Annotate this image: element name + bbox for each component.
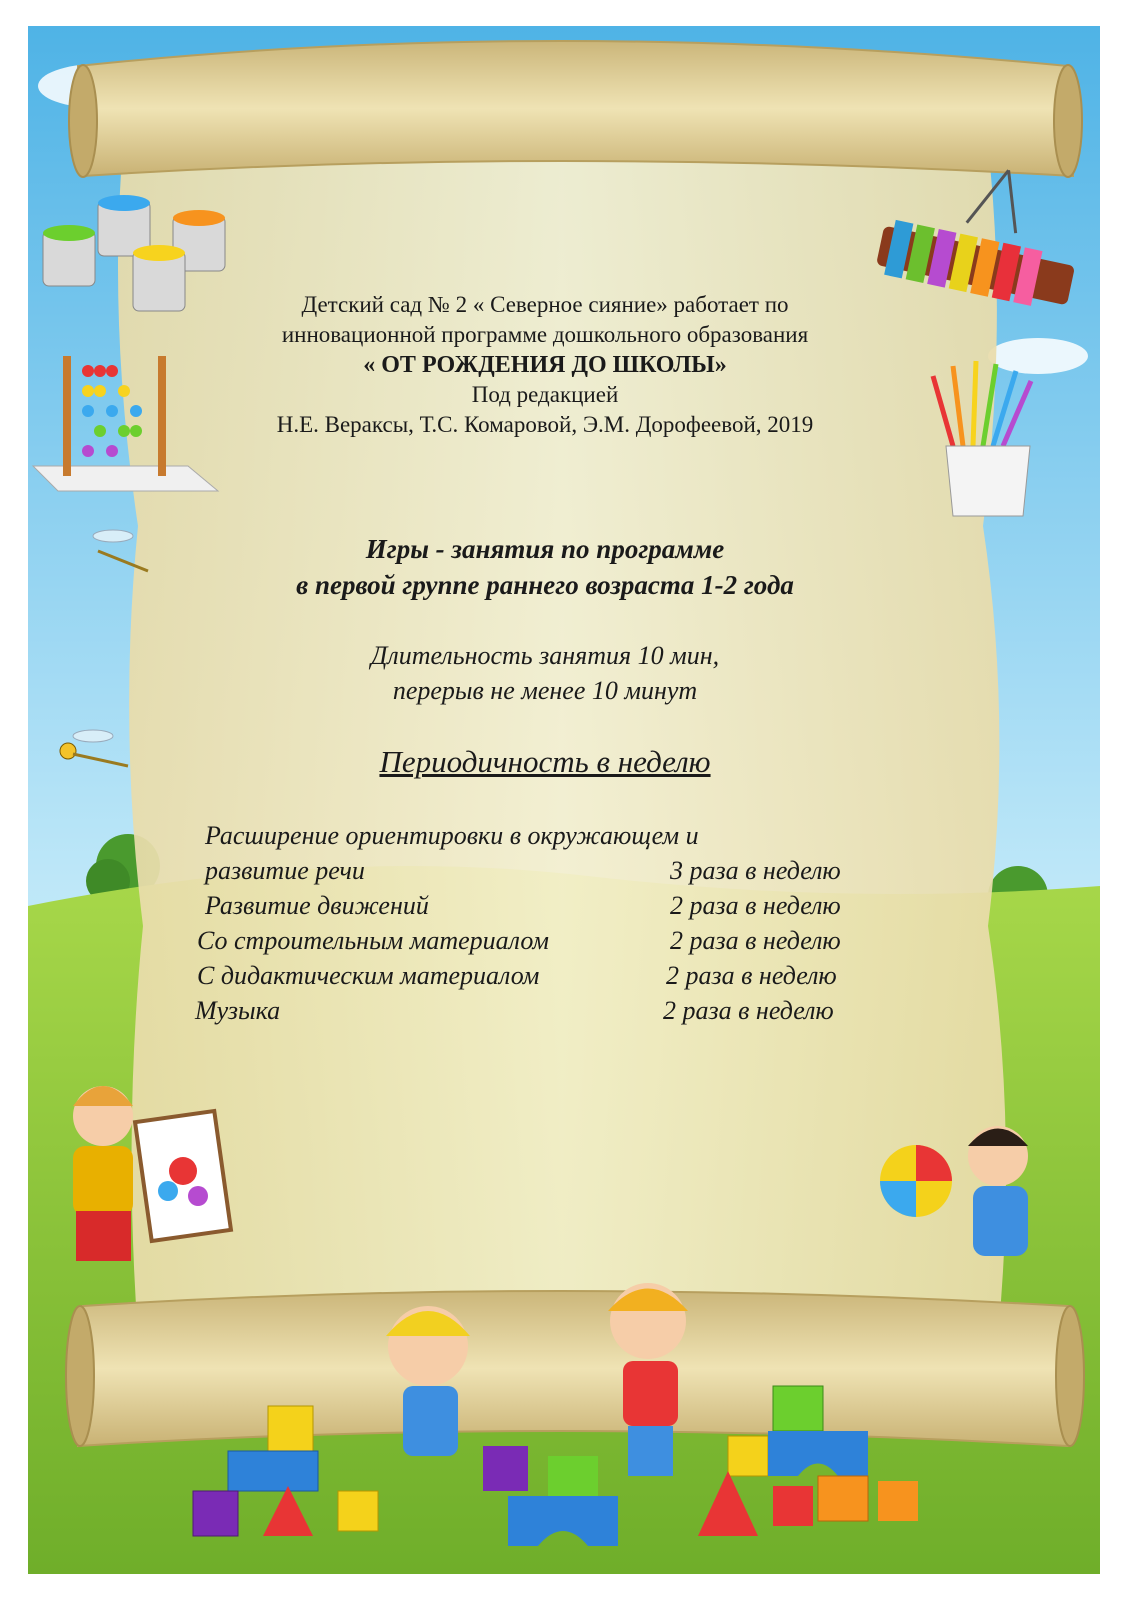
duration-line2: перерыв не менее 10 минут bbox=[392, 676, 698, 705]
activity-frequency: 2 раза в неделю bbox=[670, 926, 841, 955]
intro-line-program-type: инновационной программе дошкольного образования bbox=[281, 322, 809, 347]
games-title-line2: в первой группе раннего возраста 1-2 года bbox=[296, 570, 794, 600]
intro-line-editors: Н.Е. Вераксы, Т.С. Комаровой, Э.М. Дорофеевой, 2019 bbox=[276, 412, 814, 437]
activity-name: Развитие движений bbox=[205, 891, 429, 920]
schedule-intro-row bbox=[195, 818, 895, 853]
schedule-row bbox=[195, 923, 895, 958]
activity-name: С дидактическим материалом bbox=[197, 961, 540, 990]
activity-name: Со строительным материалом bbox=[197, 926, 549, 955]
session-duration bbox=[200, 638, 890, 708]
games-title bbox=[200, 531, 890, 603]
activity-name: Музыка bbox=[195, 996, 281, 1025]
program-intro bbox=[200, 290, 890, 440]
activity-name: развитие речи bbox=[205, 856, 365, 885]
schedule-row bbox=[195, 993, 895, 1028]
schedule-row bbox=[195, 853, 895, 888]
activity-frequency: 2 раза в неделю bbox=[666, 961, 837, 990]
activity-frequency: 2 раза в неделю bbox=[670, 891, 841, 920]
schedule-intro-line: Расширение ориентировки в окружающем и bbox=[205, 821, 699, 850]
schedule-row bbox=[195, 888, 895, 923]
intro-line-edited-by: Под редакцией bbox=[471, 382, 619, 407]
activity-frequency: 2 раза в неделю bbox=[663, 996, 834, 1025]
schedule-row bbox=[195, 958, 895, 993]
intro-line-kindergarten: Детский сад № 2 « Северное сияние» работает по bbox=[301, 292, 789, 317]
games-title-line1: Игры - занятия по программе bbox=[365, 534, 725, 564]
periodicity-title: Периодичность в неделю bbox=[379, 744, 711, 779]
activity-frequency: 3 раза в неделю bbox=[670, 856, 841, 885]
duration-line1: Длительность занятия 10 мин, bbox=[370, 641, 720, 670]
weekly-schedule bbox=[195, 818, 895, 1028]
program-name: « ОТ РОЖДЕНИЯ ДО ШКОЛЫ» bbox=[363, 352, 727, 378]
